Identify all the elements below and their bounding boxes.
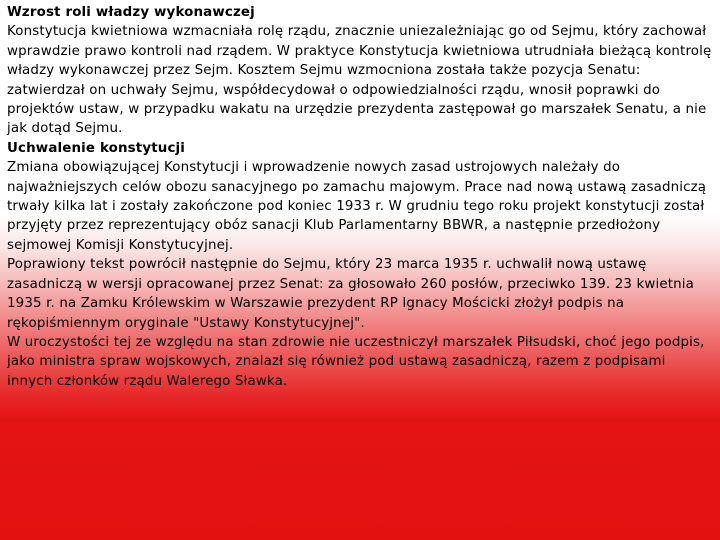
paragraph-adoption: Poprawiony tekst powrócił następnie do Sejmu, który 23 marca 1935 r. uchwalił nową ustawę zasadniczą w wersji opracowanej przez Senat: za głosowało 260 posłów, przeciwko 139. 23 kwietnia 1935 r. na Zamku Królewskim w Warszawie prezydent RP Ignacy Mościcki złożył podpis na rękopiśmiennym oryginale "Ustawy Konstytucyjnej". [7,257,695,331]
paragraph-ceremony: W uroczystości tej ze względu na stan zdrowie nie uczestniczył marszałek Piłsudski, choć jego podpis, jako ministra spraw wojskowych, znalazł się również pod ustawą zasadniczą, razem z podpisami innych członków rządu Walerego Sławka. [7,334,705,389]
slide-content [7,3,713,391]
paragraph-constitution-work: Zmiana obowiązującej Konstytucji i wprowadzenie nowych zasad ustrojowych należały do najważniejszych celów obozu sanacyjnego po zamachu majowym. Prace nad nową ustawą zasadniczą trwały kilka lat i zostały zakończone pod koniec 1933 r. W grudniu tego roku projekt konstytucji został przyjęty przez reprezentujący obóz sanacji Klub Parlamentarny BBWR, a następnie przedłożony sejmowej Komisji Konstytucyjnej. [7,160,707,253]
paragraph-executive-power: Konstytucja kwietniowa wzmacniała rolę rządu, znacznie uniezależniając go od Sejmu, który zachował wprawdzie prawo kontroli nad rządem. W praktyce Konstytucja kwietniowa utrudniała bieżącą kontrolę władzy wykonawczej przez Sejm. Kosztem Sejmu wzmocniona została także pozycja Senatu: zatwierdzał on uchwały Sejmu, współdecydował o odpowiedzialności rządu, wnosił poprawki do projektów ustaw, w przypadku wakatu na urzędzie prezydenta zastępował go marszałek Senatu, a nie jak dotąd Sejmu. [7,24,712,137]
slide-title: Wzrost roli władzy wykonawczej [7,5,255,20]
section-heading: Uchwalenie konstytucji [7,140,186,156]
